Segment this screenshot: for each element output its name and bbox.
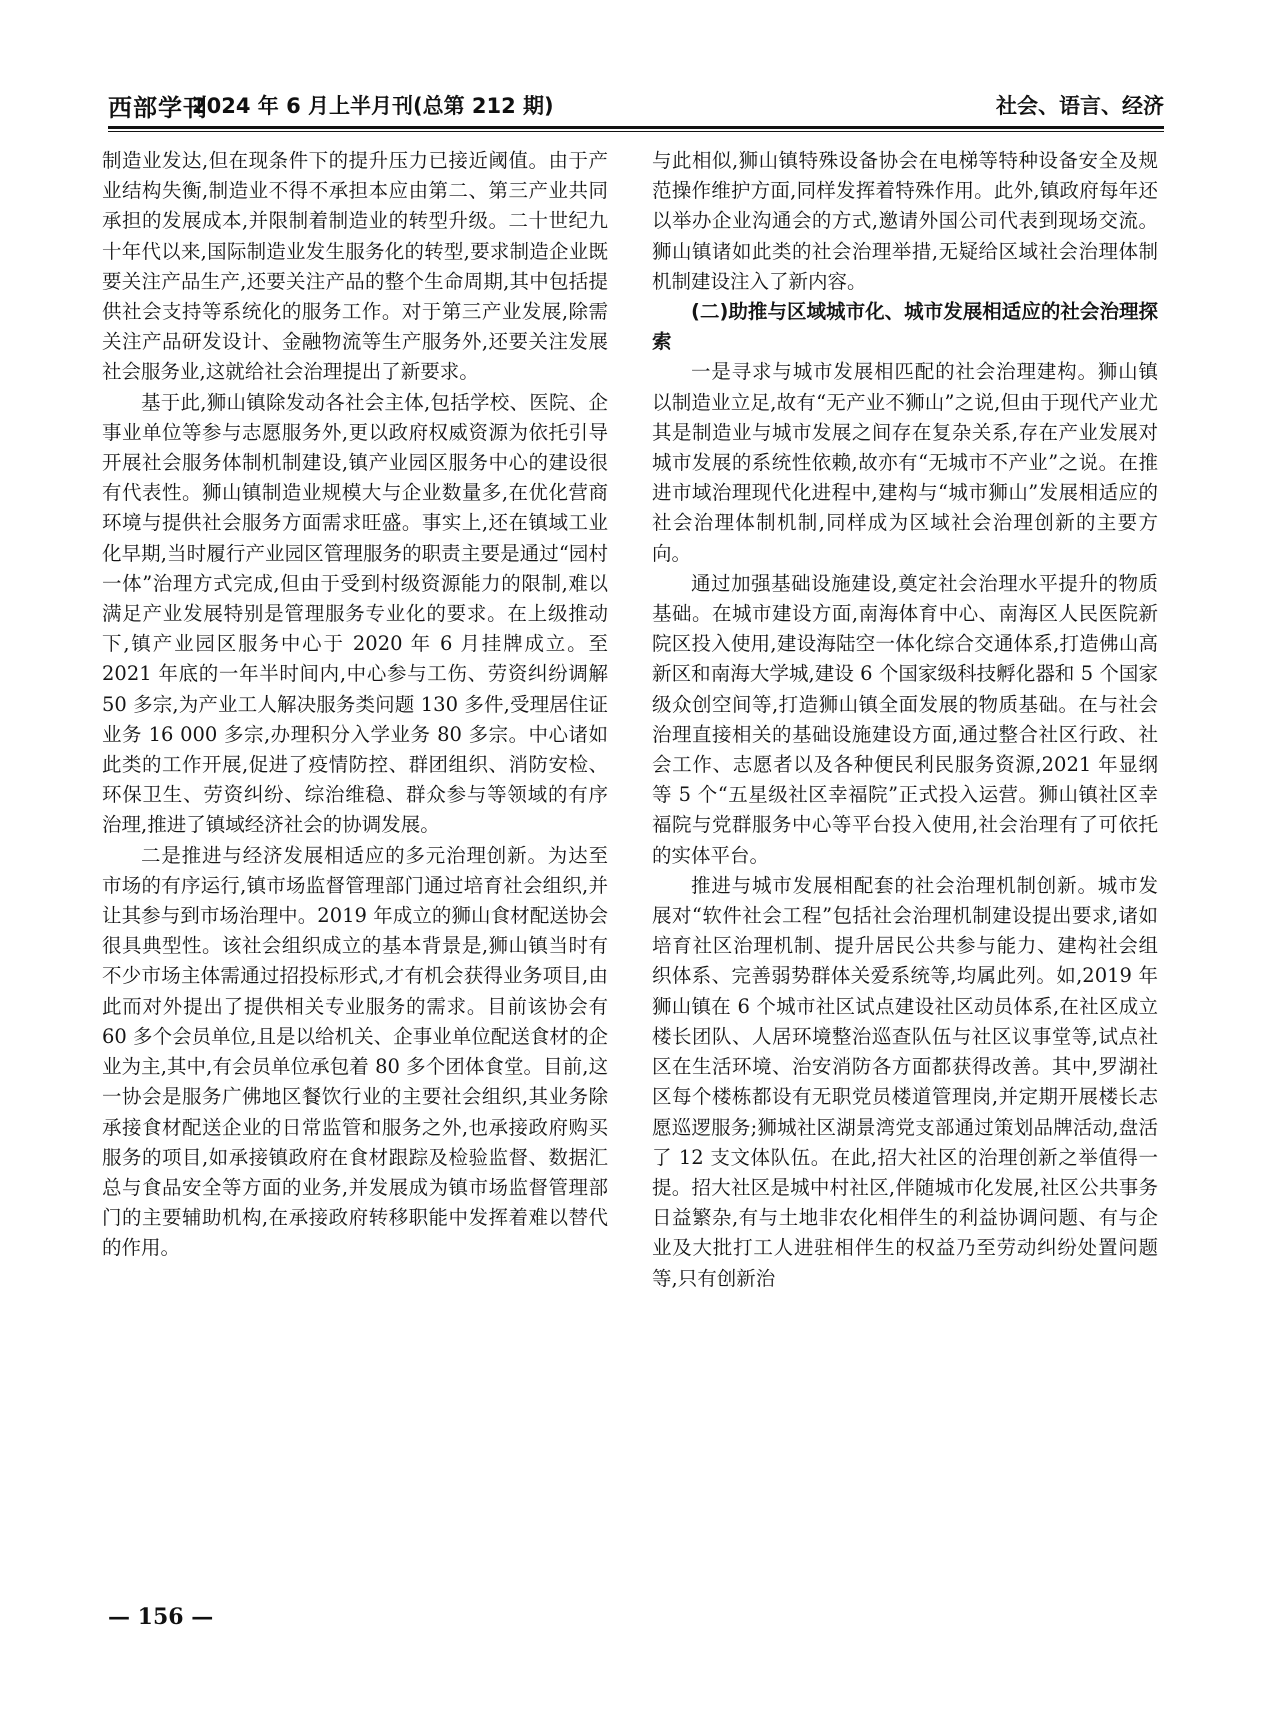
header-rule-thin [108,131,1164,132]
paragraph: 制造业发达,但在现条件下的提升压力已接近阈值。由于产业结构失衡,制造业不得不承担本应由第二、第三产业共同承担的发展成本,并限制着制造业的转型升级。二十世纪九十年代以来,国际制造业发生服务化的转型,要求制造企业既要关注产品生产,还要关注产品的整个生命周期,其中包括提供社会支持等系统化的服务工作。对于第三产业发展,除需关注产品研发设计、金融物流等生产服务外,还要关注发展社会服务业,这就给社会治理提出了新要求。 [102,149,608,384]
issue-info: 2024 年 6 月上半月刊(总第 212 期) [192,94,554,118]
paragraph: 一是寻求与城市发展相匹配的社会治理建构。狮山镇以制造业立足,故有“无产业不狮山”之说,但由于现代产业尤其是制造业与城市发展之间存在复杂关系,存在产业发展对城市发展的系统性依赖,故亦有“无城市不产业”之说。在推进市域治理现代化进程中,建构与“城市狮山”发展相适应的社会治理体制机制,同样成为区域社会治理创新的主要方向。 [652,360,1158,565]
header-rule-thick [108,126,1164,129]
page-number: — 156 — [108,1604,214,1630]
paragraph: 基于此,狮山镇除发动各社会主体,包括学校、医院、企事业单位等参与志愿服务外,更以政府权威资源为依托引导开展社会服务体制机制建设,镇产业园区服务中心的建设很有代表性。狮山镇制造业规模大与企业数量多,在优化营商环境与提供社会服务方面需求旺盛。事实上,还在镇域工业化早期,当时履行产业园区管理服务的职责主要是通过“园村一体”治理方式完成,但由于受到村级资源能力的限制,难以满足产业发展特别是管理服务专业化的要求。在上级推动下,镇产业园区服务中心于 2020 年 6 月挂牌成立。至 2021 年底的一年半时间内,中心参与工伤、劳资纠纷调解 50 多宗,为产业工人解决服务类问题 130 多件,受理居住证业务 16 000 多宗,办理积分入学业务 80 多宗。中心诸如此类的工作开展,促进了疫情防控、群团组织、消防安检、环保卫生、劳资纠纷、综治维稳、群众参与等领域的有序治理,推进了镇域经济社会的协调发展。 [102,390,608,837]
left-column [102,146,608,1264]
paragraph: 二是推进与经济发展相适应的多元治理创新。为达至市场的有序运行,镇市场监督管理部门通过培育社会组织,并让其参与到市场治理中。2019 年成立的狮山食材配送协会很具典型性。该社会组织成立的基本背景是,狮山镇当时有不少市场主体需通过招投标形式,才有机会获得业务项目,由此而对外提出了提供相关专业服务的需求。目前该协会有 60 多个会员单位,且是以给机关、企事业单位配送食材的企业为主,其中,有会员单位承包着 80 多个团体食堂。目前,这一协会是服务广佛地区餐饮行业的主要社会组织,其业务除承接食材配送企业的日常监管和服务之外,也承接政府购买服务的项目,如承接镇政府在食材跟踪及检验监督、数据汇总与食品安全等方面的业务,并发展成为镇市场监督管理部门的主要辅助机构,在承接政府转移职能中发挥着难以替代的作用。 [102,843,608,1260]
paragraph: 与此相似,狮山镇特殊设备协会在电梯等特种设备安全及规范操作维护方面,同样发挥着特殊作用。此外,镇政府每年还以举办企业沟通会的方式,邀请外国公司代表到现场交流。狮山镇诸如此类的社会治理举措,无疑给区域社会治理体制机制建设注入了新内容。 [652,149,1158,293]
right-column [652,146,1158,1294]
running-header [108,84,1164,124]
section-title: 社会、语言、经济 [996,94,1164,118]
paragraph: 通过加强基础设施建设,奠定社会治理水平提升的物质基础。在城市建设方面,南海体育中心、南海区人民医院新院区投入使用,建设海陆空一体化综合交通体系,打造佛山高新区和南海大学城,建设 6 个国家级科技孵化器和 5 个国家级众创空间等,打造狮山镇全面发展的物质基础。在与社会治理直接相关的基础设施建设方面,通过整合社区行政、社会工作、志愿者以及各种便民利民服务资源,2021 年显纲等 5 个“五星级社区幸福院”正式投入运营。狮山镇社区幸福院与党群服务中心等平台投入使用,社会治理有了可依托的实体平台。 [652,571,1158,867]
section-heading: (二)助推与区域城市化、城市发展相适应的社会治理探索 [652,300,1158,354]
journal-name: 西部学刊 [108,93,208,122]
paragraph: 推进与城市发展相配套的社会治理机制创新。城市发展对“软件社会工程”包括社会治理机制建设提出要求,诸如培育社区治理机制、提升居民公共参与能力、建构社会组织体系、完善弱势群体关爱系统等,均属此列。如,2019 年狮山镇在 6 个城市社区试点建设社区动员体系,在社区成立楼长团队、人居环境整治巡查队伍与社区议事堂等,试点社区在生活环境、治安消防各方面都获得改善。其中,罗湖社区每个楼栋都设有无职党员楼道管理岗,并定期开展楼长志愿巡逻服务;狮城社区湖景湾党支部通过策划品牌活动,盘活了 12 支文体队伍。在此,招大社区的治理创新之举值得一提。招大社区是城中村社区,伴随城市化发展,社区公共事务日益繁杂,有与土地非农化相伴生的利益协调问题、有与企业及大批打工人进驻相伴生的权益乃至劳动纠纷处置问题等,只有创新治 [652,873,1158,1290]
